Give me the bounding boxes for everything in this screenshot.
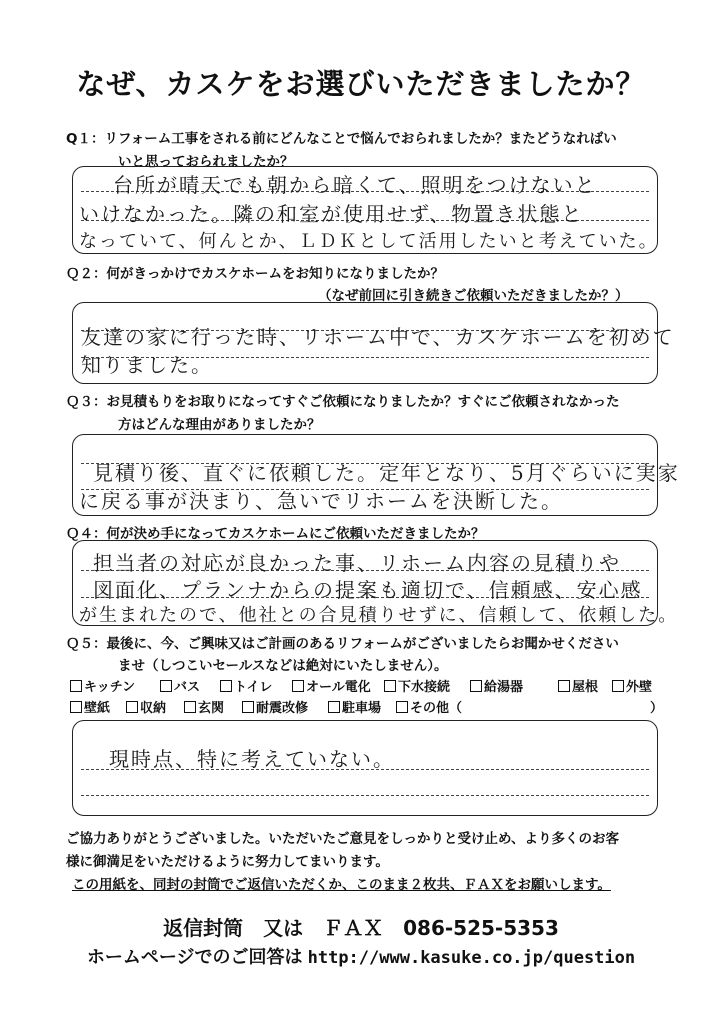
- q1-question-line2: いと思っておられましたか？: [118, 154, 294, 170]
- q2-answer-line2: 知りました。: [81, 353, 213, 377]
- q3-answer-box[interactable]: [72, 434, 680, 516]
- option-storage[interactable]: 収納: [126, 697, 166, 716]
- q3-question-line2: 方はどんな理由がありましたか？: [118, 417, 321, 433]
- q4-answer-line1: 担当者の対応が良かった事、リホーム内容の見積りや: [93, 551, 621, 575]
- q4-answer-box[interactable]: [72, 540, 679, 626]
- q1-answer-box[interactable]: [72, 166, 658, 254]
- web-answer-line: [0, 943, 722, 969]
- q2-answer-line1: 友達の家に行った時、リホーム中で、カスケホームを初めて: [81, 325, 675, 349]
- q5-answer-line1: 現時点、特に考えていない。: [109, 747, 395, 771]
- q3-answer-line2: に戻る事が決まり、急いでリホームを決断した。: [79, 489, 563, 513]
- q4-answer-line3: が生まれたので、他社との合見積りせずに、信頼して、依頼した。: [79, 605, 679, 626]
- page-title: なぜ、カスケをお選びいただきましたか？: [76, 67, 646, 101]
- option-exterior-wall[interactable]: 外壁: [612, 676, 652, 695]
- option-sewer[interactable]: 下水接続: [384, 676, 450, 695]
- footer-instruction: この用紙を、同封の封筒でご返信いただくか、このまま２枚共、ＦＡＸをお願いします。: [72, 877, 611, 893]
- option-parking[interactable]: 駐車場: [328, 697, 381, 716]
- return-fax-line: 返信封筒 又は ＦＡＸ 086-525-5353: [163, 916, 559, 940]
- q1-answer-line2: いけなかった。隣の和室が使用せず、物置き状態と: [79, 202, 584, 226]
- q4-question-line1: Ｑ４：何が決め手になってカスケホームにご依頼いただきましたか？: [66, 526, 485, 542]
- footer-thanks-line1: ご協力ありがとうございました。いただいたご意見をしっかりと受け止め、より多くのお客: [66, 831, 619, 847]
- q1-answer-line3: なっていて、何んとか、ＬＤＫとして活用したいと考えていた。: [79, 231, 659, 252]
- q5-answer-box[interactable]: [72, 720, 658, 816]
- option-bath[interactable]: バス: [160, 676, 200, 695]
- q2-question-line2: （なぜ前回に引き続きご依頼いただきましたか？）: [318, 288, 629, 304]
- q3-answer-line1: 見積り後、直ぐに依頼した。定年となり、5月ぐらいに実家: [93, 461, 680, 485]
- q4-answer-line2: 図面化、プランナからの提案も適切で、信頼感、安心感: [93, 578, 643, 602]
- q5-question-line2: ませ（しつこいセールスなどは絶対にいたしません）。: [118, 658, 448, 674]
- q1-answer-line1: 台所が晴天でも朝から暗くて、照明をつけないと: [113, 173, 597, 197]
- q2-answer-box[interactable]: [72, 302, 675, 384]
- survey-url-link[interactable]: http://www.kasuke.co.jp/question: [307, 948, 636, 968]
- option-water-heater[interactable]: 給湯器: [470, 676, 523, 695]
- q3-question-line1: Ｑ３：お見積もりをお取りになってすぐご依頼になりましたか？すぐにご依頼されなかった: [66, 394, 620, 410]
- option-wallpaper[interactable]: 壁紙: [70, 697, 110, 716]
- footer-thanks-line2: 様に御満足をいただけるように努力してまいります。: [66, 854, 389, 870]
- q2-question-line1: Ｑ２：何がきっかけでカスケホームをお知りになりましたか？: [66, 266, 444, 282]
- q5-question-line1: Ｑ５：最後に、今、ご興味又はご計画のあるリフォームがございましたらお聞かせください: [66, 636, 619, 652]
- q1-question-line1: Q１：リフォーム工事をされる前にどんなことで悩んでおられましたか？またどうなればい: [66, 131, 617, 147]
- option-toilet[interactable]: トイレ: [220, 676, 272, 695]
- option-entrance[interactable]: 玄関: [184, 697, 224, 716]
- option-earthquake-retrofit[interactable]: 耐震改修: [242, 697, 308, 716]
- option-all-electric[interactable]: オール電化: [292, 676, 371, 695]
- option-kitchen[interactable]: キッチン: [70, 676, 135, 695]
- option-other[interactable]: その他（: [396, 697, 462, 716]
- option-roof[interactable]: 屋根: [558, 676, 598, 695]
- web-label: ホームページでのご回答は: [86, 947, 303, 968]
- option-other-close: ）: [650, 701, 664, 716]
